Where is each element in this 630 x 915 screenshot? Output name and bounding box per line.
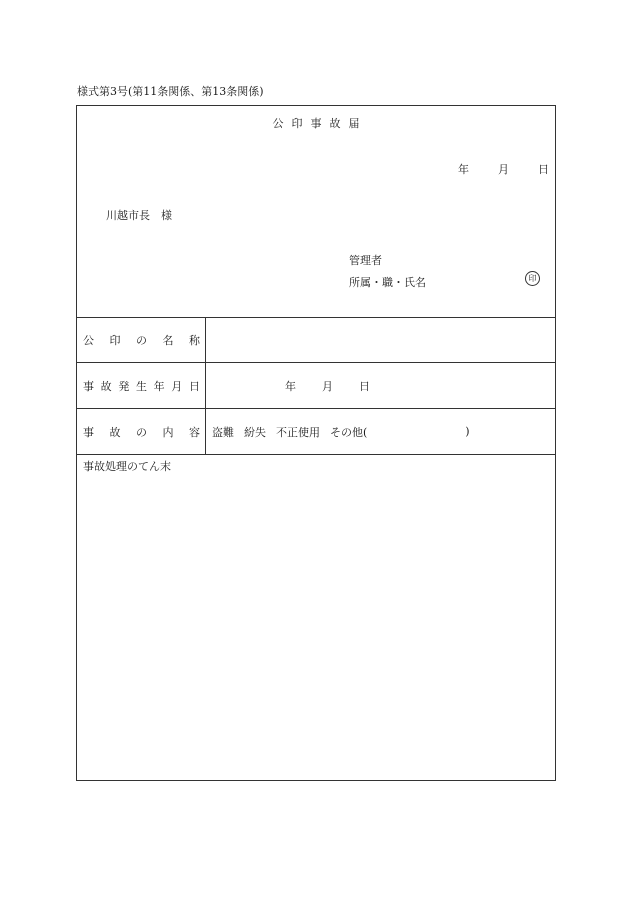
form-title-char: 故 xyxy=(329,117,349,130)
table-row-accident-date xyxy=(77,363,555,409)
date-year-label: 年 xyxy=(458,163,469,176)
form-title-char: 公 xyxy=(272,117,292,130)
option-misuse[interactable]: 不正使用 xyxy=(276,425,320,439)
label-char: 事 xyxy=(83,379,94,393)
label-char: 印 xyxy=(109,333,121,347)
table-row-accident-content xyxy=(77,409,555,455)
accident-content-label xyxy=(77,409,206,454)
seal-name-field[interactable] xyxy=(207,317,555,362)
seal-name-label xyxy=(77,317,206,362)
form-title xyxy=(77,115,555,131)
label-char: 容 xyxy=(189,425,200,439)
label-char: 公 xyxy=(83,333,94,347)
label-char: 故 xyxy=(100,379,112,393)
accident-month-label: 月 xyxy=(322,379,333,393)
label-char: 年 xyxy=(153,379,165,393)
label-char: 発 xyxy=(118,379,130,393)
label-char: 内 xyxy=(162,425,174,439)
form-title-char: 印 xyxy=(291,117,311,130)
label-char: 月 xyxy=(171,379,183,393)
addressee: 川越市長 様 xyxy=(106,209,172,222)
label-char: 事 xyxy=(83,425,94,439)
label-char: 日 xyxy=(188,379,200,393)
table-row-seal-name xyxy=(77,317,555,363)
form-title-char: 事 xyxy=(310,117,330,130)
accident-year-label: 年 xyxy=(285,379,296,393)
option-theft[interactable]: 盗難 xyxy=(212,425,234,439)
label-char: 生 xyxy=(135,379,147,393)
accident-content-field[interactable] xyxy=(207,409,555,454)
label-char: 称 xyxy=(189,333,200,347)
seal-icon: 印 xyxy=(525,271,540,286)
label-char: 名 xyxy=(162,333,174,347)
label-char: の xyxy=(136,333,147,347)
form-title-char: 届 xyxy=(348,117,368,130)
disposition-label: 事故処理のてん末 xyxy=(83,460,171,473)
date-day-label: 日 xyxy=(538,163,549,176)
label-char: 故 xyxy=(109,425,121,439)
manager-label: 管理者 xyxy=(349,254,382,267)
accident-day-label: 日 xyxy=(359,379,370,393)
date-month-label: 月 xyxy=(498,163,509,176)
label-char: の xyxy=(136,425,147,439)
option-loss[interactable]: 紛失 xyxy=(244,425,266,439)
form-caption: 様式第3号(第11条関係、第13条関係) xyxy=(77,85,264,98)
accident-date-field[interactable] xyxy=(207,363,555,408)
accident-report-form xyxy=(76,105,556,781)
accident-date-label xyxy=(77,363,206,408)
option-other[interactable]: その他( xyxy=(330,425,368,439)
other-close-paren: ) xyxy=(465,425,470,438)
affiliation-name-label: 所属・職・氏名 xyxy=(349,276,426,289)
form-header-block xyxy=(77,106,555,318)
submission-date xyxy=(458,161,549,177)
